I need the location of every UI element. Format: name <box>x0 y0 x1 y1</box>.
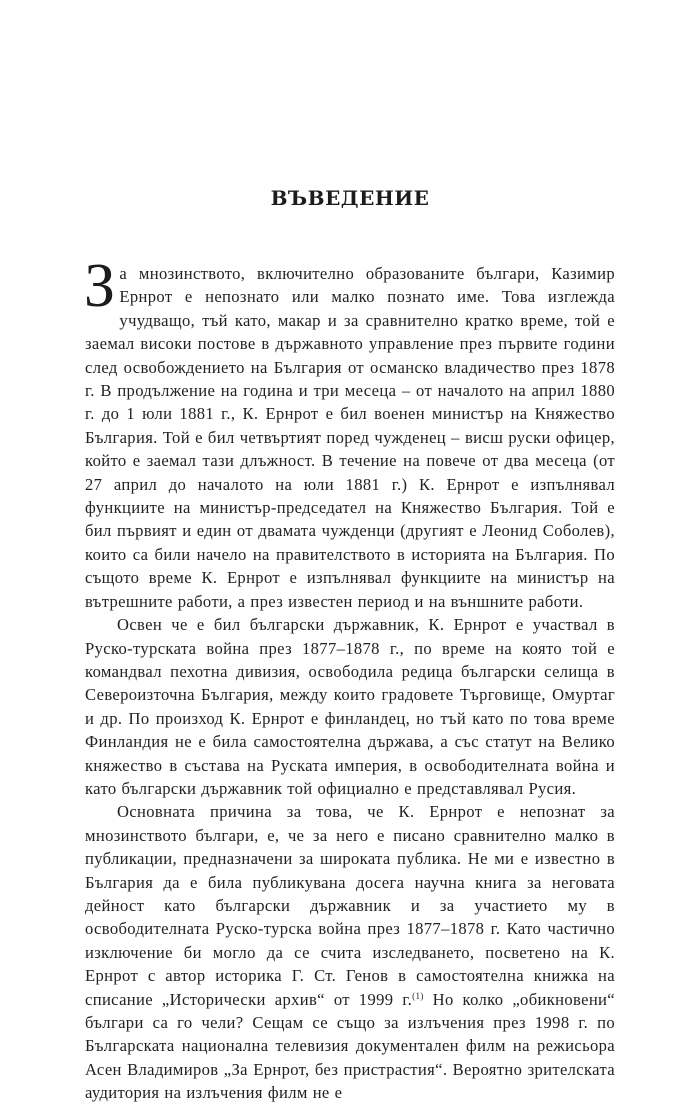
footnote-reference[interactable]: (1) <box>412 990 424 1001</box>
body-text <box>84 252 615 1105</box>
paragraph-3-text-a: Основната причина за това, че К. Ернрот е непознат за мнозинството българи, е, че за него е писано сравнително малко в публикации, предназначени за широката публика. Не ми е известно в България да е била публикувана досега научна книга за неговата дейност като български държавник и за участието му в освободителната Руско-турска война през 1877–1878 г. Като частично изключение би могло да се счита изследването, посветено на К. Ернрот с автор историка Г. Ст. Генов в самостоятелна книжка на списание „Исторически архив“ от 1999 г. <box>85 802 615 1009</box>
paragraph-2: Освен че е бил български държавник, К. Ернрот е участвал в Руско-турската война през 1877–1878 г., по време на която той е командвал пехотна дивизия, освободила редица български селища в Североизточна България, между които градовете Търговище, Омуртаг и др. По произход К. Ернрот е финландец, но тъй като по това време Финландия не е била самостоятелна държава, а със статут на Велико княжество в състава на Руската империя, в освободителната война и като български държавник той официално е представлявал Русия. <box>85 615 615 798</box>
paragraph-3 <box>85 800 615 1104</box>
paragraph-1 <box>84 252 615 613</box>
chapter-heading: ВЪВЕДЕНИЕ <box>270 186 430 210</box>
paragraph-3-text-b: Но колко „обикновени“ българи са го чели? Сещам се също за излъчения през 1998 г. по Българската национална телевизия документален филм на режисьора Асен Владимиров „За Ернрот, без пристрастия“. Вероятно зрителската аудитория на излъчения филм не е <box>85 989 615 1103</box>
paragraph-1-text: а мнозинството, включително образованите българи, Казимир Ернрот е непознато или малко познато име. Това изглежда учудващо, тъй като, макар и за сравнително кратко време, той е заемал високи постове в държавното управление през първите години след освобождението на България от османско владичество през 1878 г. В продължение на година и три месеца – от началото на април 1880 г. до 1 юли 1881 г., К. Ернрот е бил военен министър на Княжество България. Той е бил четвъртият поред чужденец – висш руски офицер, който е заемал тази длъжност. В течение на повече от два месеца (от 27 април до началото на юли 1881 г.) К. Ернрот е изпълнявал функциите на министър-председател на Княжество България. Той е бил първият и един от двамата чужденци (другият е Леонид Соболев), които са били начело на правителството в историята на България. По същото време К. Ернрот е изпълнявал функциите на министър на вътрешните работи, а през известен период и на външните работи. <box>85 264 615 611</box>
drop-cap: З <box>84 252 116 320</box>
